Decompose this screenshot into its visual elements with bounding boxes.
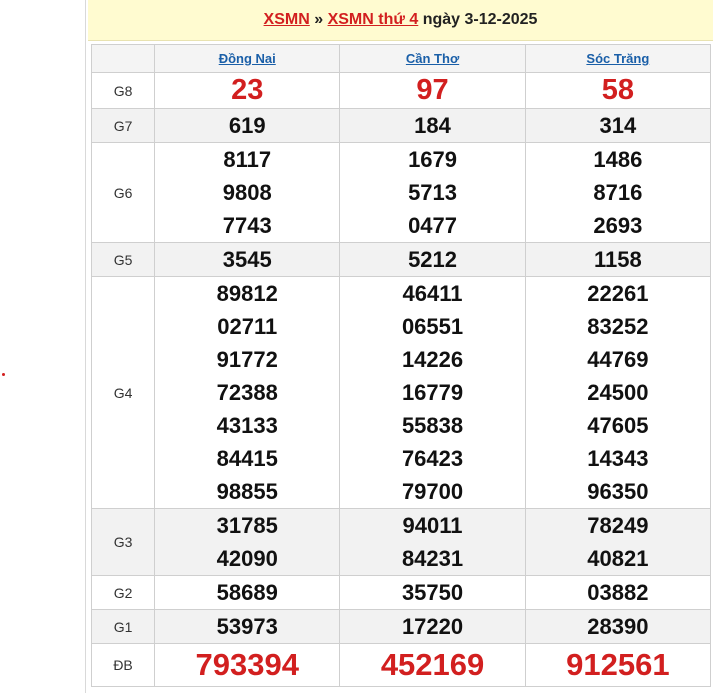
prize-label: G6	[92, 143, 155, 243]
prize-label: G1	[92, 610, 155, 644]
prize-number: 83252	[587, 314, 649, 339]
prize-cell	[155, 109, 340, 143]
prize-number: 97	[416, 74, 449, 106]
prize-cell	[340, 277, 525, 509]
prize-cell	[525, 73, 710, 109]
province-link-can-tho[interactable]: Cần Thơ	[405, 51, 460, 66]
province-link-soc-trang[interactable]: Sóc Trăng	[586, 51, 650, 66]
prize-number: 40821	[587, 546, 649, 571]
prize-number: 02711	[217, 314, 278, 339]
prize-number: 76423	[401, 446, 464, 471]
prize-cell	[155, 610, 340, 644]
prize-cell	[525, 509, 710, 576]
decorative-dot	[2, 373, 5, 376]
prize-number: 912561	[566, 647, 670, 682]
prize-number: 14343	[587, 446, 649, 471]
prize-number: 44769	[587, 347, 649, 372]
xsmn-link[interactable]: XSMN	[263, 11, 310, 28]
prize-number: 84415	[216, 446, 278, 471]
prize-cell	[155, 576, 340, 610]
prize-number: 452169	[380, 647, 485, 682]
prize-number: 53973	[216, 614, 278, 639]
xsmn-wednesday-link[interactable]: XSMN thứ 4	[327, 11, 419, 28]
prize-number: 35750	[401, 580, 464, 605]
prize-row-g8	[92, 73, 711, 109]
prize-cell	[155, 243, 340, 277]
prize-cell	[340, 73, 525, 109]
prize-number: 5212	[408, 247, 458, 272]
prize-cell	[525, 143, 710, 243]
province-link-dong-nai[interactable]: Đồng Nai	[218, 51, 276, 66]
prize-number: 28390	[587, 614, 649, 639]
results-table-container	[91, 44, 713, 687]
prize-number: 91772	[216, 347, 278, 372]
prize-label: G7	[92, 109, 155, 143]
date-label: ngày 3-12-2025	[418, 11, 538, 28]
prize-number: 22261	[587, 281, 649, 306]
prize-cell	[155, 644, 340, 687]
prize-label: G4	[92, 277, 155, 509]
prize-number: 8716	[593, 180, 643, 205]
prize-cell	[525, 610, 710, 644]
prize-row-g2	[92, 576, 711, 610]
prize-label: G3	[92, 509, 155, 576]
prize-number: 17220	[401, 614, 464, 639]
page-divider	[85, 0, 86, 693]
prize-number: 23	[231, 74, 264, 106]
prize-row-g1	[92, 610, 711, 644]
prize-row-g5	[92, 243, 711, 277]
province-header-row	[92, 45, 711, 73]
prize-cell	[340, 509, 525, 576]
prize-row-g3	[92, 509, 711, 576]
prize-cell	[525, 644, 710, 687]
province-header	[155, 45, 340, 73]
prize-number: 96350	[587, 479, 649, 504]
prize-number: 8117	[223, 147, 272, 172]
prize-row-g6	[92, 143, 711, 243]
prize-number: 43133	[216, 413, 278, 438]
prize-row-đb	[92, 644, 711, 687]
prize-header-empty	[92, 45, 155, 73]
prize-number: 1679	[408, 147, 458, 172]
prize-number: 98855	[216, 479, 278, 504]
prize-cell	[155, 277, 340, 509]
prize-cell	[525, 243, 710, 277]
prize-number: 1486	[593, 147, 643, 172]
prize-number: 89812	[216, 281, 278, 306]
prize-number: 55838	[401, 413, 464, 438]
prize-number: 79700	[401, 479, 464, 504]
prize-label: G2	[92, 576, 155, 610]
prize-cell	[340, 109, 525, 143]
prize-number: 84231	[401, 546, 464, 571]
prize-cell	[525, 277, 710, 509]
prize-cell	[155, 509, 340, 576]
prize-number: 78249	[587, 513, 649, 538]
prize-cell	[340, 576, 525, 610]
prize-label: G8	[92, 73, 155, 109]
results-header	[88, 0, 713, 41]
prize-number: 46411	[402, 281, 463, 306]
prize-label: ĐB	[92, 644, 155, 687]
prize-label: G5	[92, 243, 155, 277]
prize-cell	[340, 143, 525, 243]
prize-number: 1158	[593, 247, 642, 272]
prize-number: 94011	[402, 513, 463, 538]
prize-number: 619	[228, 113, 266, 138]
prize-number: 2693	[593, 213, 643, 238]
prize-row-g7	[92, 109, 711, 143]
prize-number: 7743	[222, 213, 272, 238]
prize-number: 3545	[222, 247, 272, 272]
prize-number: 793394	[195, 647, 299, 682]
prize-cell	[340, 644, 525, 687]
prize-number: 58689	[216, 580, 278, 605]
province-header	[525, 45, 710, 73]
prize-number: 14226	[401, 347, 464, 372]
prize-number: 184	[414, 113, 451, 138]
prize-number: 58	[601, 74, 634, 106]
prize-number: 9808	[222, 180, 272, 205]
prize-number: 16779	[401, 380, 464, 405]
prize-number: 47605	[587, 413, 649, 438]
prize-cell	[155, 143, 340, 243]
prize-number: 24500	[587, 380, 649, 405]
prize-cell	[340, 610, 525, 644]
prize-number: 0477	[408, 213, 458, 238]
breadcrumb-separator: »	[309, 11, 328, 28]
prize-cell	[525, 109, 710, 143]
prize-number: 314	[599, 113, 637, 138]
prize-number: 31785	[216, 513, 278, 538]
results-table	[91, 44, 711, 687]
prize-number: 03882	[587, 580, 649, 605]
prize-number: 5713	[408, 180, 458, 205]
prize-row-g4	[92, 277, 711, 509]
prize-cell	[525, 576, 710, 610]
prize-number: 42090	[216, 546, 278, 571]
prize-number: 06551	[401, 314, 464, 339]
prize-number: 72388	[216, 380, 278, 405]
prize-cell	[340, 243, 525, 277]
province-header	[340, 45, 525, 73]
prize-cell	[155, 73, 340, 109]
